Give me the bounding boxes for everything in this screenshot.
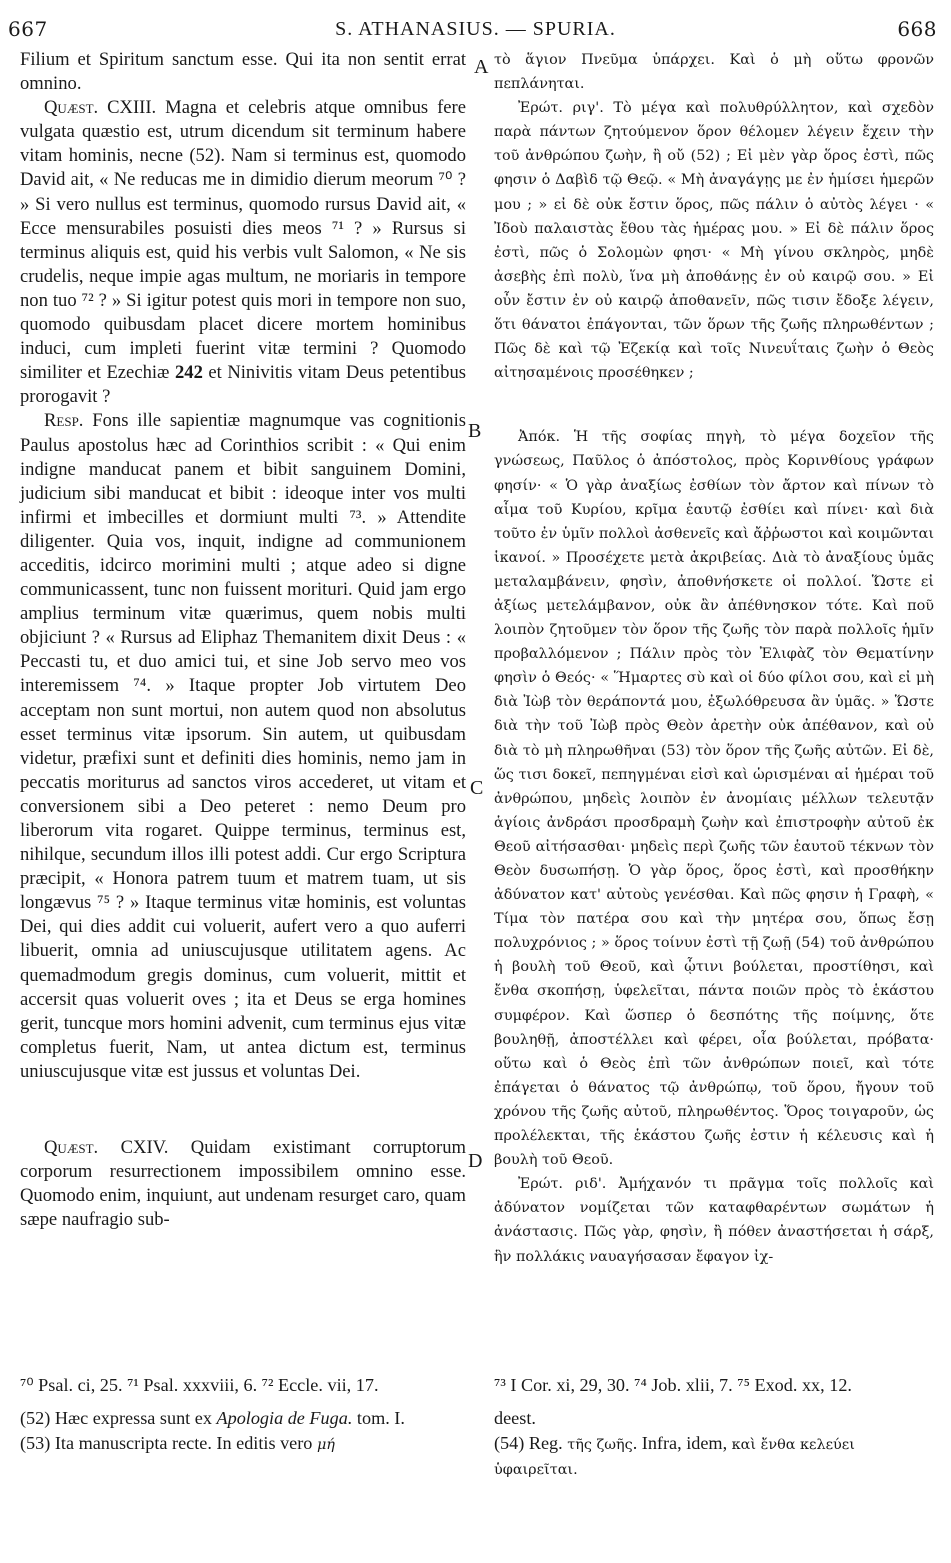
page-number-right: 668	[897, 17, 937, 41]
greek-question-114: Ἐρώτ. ριδ'. Ἀμήχανόν τι πρᾶγμα τοῖς πολλοῖς καὶ ἀδύνατον νομίζεται τῶν καταφθαρέντων σωμάτων ἡ ἀνάστασις. Πῶς γὰρ, φησὶν, ἢ πόθεν ἀναστήσεται ἡ σάρξ, ἣν πολλάκις ναυαγήσασαν ἔφαγον ἰχ-	[494, 1176, 934, 1265]
footnote-53-greek: μή	[316, 1437, 335, 1453]
greek-response: Ἀπόκ. Ἡ τῆς σοφίας πηγὴ, τὸ μέγα δοχεῖον τῆς γνώσεως, Παῦλος ὁ ἀπόστολος, πρὸς Κορινθίους γράφων φησίν· « Ὁ γὰρ ἀναξίως ἐσθίων τὸν ἄρτον καὶ πίνων τὸ αἷμα τοῦ Κυρίου, κρῖμα ἑαυτῷ ἐσθίει καὶ πίνει· καὶ διὰ τοῦτο ἐν ὑμῖν πολλοὶ ἀσθενεῖς καὶ ἄῤῥωστοι καὶ κοιμῶνται ἱκανοί. » Προσέχετε μετὰ ἀκριβείας. Διὰ τὸ ἀναξίους ὑμᾶς μεταλαμβάνειν, φησὶν, ἀποθνήσκετε οἱ πολλοί. Ὥστε εἰ ἀξίως μετελάμβανον, οὐκ ἂν ἀπέθνησκον τότε. Καὶ ποῦ λοιπὸν ζητοῦμεν τὸν ὅρον τῆς ζωῆς τὸν παρὰ πολλοῖς ἡμῖν προβαλλόμενον ; Πάλιν πρὸς τὸν Ἐλιφὰζ τὸν Θεματίνην φησὶν ὁ Θεός· « Ἥμαρτες σὺ καὶ οἱ δύο φίλοι σου, καὶ εἰ μὴ διὰ Ἰὼβ τὸν θεράποντά μου, ἐξωλόθρευσα ἂν ὑμᾶς. » Ὥστε διὰ τὴν τοῦ Ἰὼβ πρὸς Θεὸν ἀρετὴν οὐκ ἀπέθανον, καὶ οὐ διὰ τὸ μὴ πληρωθῆναι (53) τὸν ὅρον τῆς ζωῆς αὐτῶν. Εἰ δὲ, ὥς τισι δοκεῖ, πεπηγμέναι εἰσὶ καὶ ὡρισμέναι αἱ ἡμέραι τοῦ ἀνθρώπου, μηδεὶς λοιπὸν ἐν ἀνομίαις μέλλων τελευτᾷν ἁγίοις ἀνδράσι προσδραμὴ ζωὴν καὶ ἐπιστροφὴν αὐτοῦ ἐκ Θεοῦ αἰτήσασθαι· μηδεὶς περὶ ζωῆς τῶν ἑαυτοῦ τέκνων τὸν Θεὸν δυσωπήσῃ. Ὁ γὰρ ὅρος, ὅρος ἐστὶ, καὶ προσθήκην ἀδύνατον κατ' αὐτοὺς γενέσθαι. Καὶ πῶς φησιν ἡ Γραφὴ, « Τίμα τὸν πατέρα σου καὶ τὴν μητέρα σου, ὅπως ἔσῃ πολυχρόνιος ; » ὅρος τοίνυν ἐστὶ τῇ ζωῇ (54) τοῦ ἀνθρώπου ἡ βουλὴ τοῦ Θεοῦ, καὶ ᾧτινι βούλεται, προστίθησι, καὶ ἔνθα σκοπήσῃ, ὑφελεῖται, πάντα ποιῶν πρὸς τὸ ἑκάστου συμφέρον. Καὶ ὥσπερ ὁ δεσπότης τῆς ποίμνης, ὅτε βουληθῇ, ἀποστέλλει καὶ φέρει, οἷα βούλεται, πρόβατα· οὕτω καὶ ὁ Θεὸς ἐπὶ τῶν ἀνθρώπων ποιεῖ, καὶ τότε ἐπάγεται ὁ θάνατος τῷ ἀνθρώπῳ, τοῦ ὅρου, ἤγουν τοῦ χρόνου τῆς ζωῆς αὐτοῦ, πληρωθέντος. Ὅρος τοιγαροῦν, ὡς προλέλεκται, τῆς ἑκάστου ζωῆς ἐστιν ἡ κέλευσις καὶ ἡ βουλὴ τοῦ Θεοῦ.	[494, 429, 934, 1169]
latin-column	[20, 48, 466, 1232]
footnote-52-tail: tom. I.	[352, 1408, 405, 1428]
footnote-54-greek: τῆς ζωῆς	[567, 1437, 633, 1453]
greek-paragraph-intro: τὸ ἅγιον Πνεῦμα ὑπάρχει. Καὶ ὁ μὴ οὕτω φρονῶν πεπλάνηται.	[494, 52, 934, 93]
quaest-label: Quæst.	[44, 97, 99, 119]
latin-paragraph-intro: Filium et Spiritum sanctum esse. Qui ita non sentit errat omnino.	[20, 49, 466, 95]
footnote-54-text: (54) Reg.	[494, 1433, 568, 1453]
footnote-53-text: (53) Ita manuscripta recte. In editis vero	[20, 1433, 317, 1453]
scripture-refs-right: ⁷³ I Cor. xi, 29, 30. ⁷⁴ Job. xlii, 7. ⁷⁵ Exod. xx, 12.	[494, 1375, 852, 1395]
latin-question-113-text: CXIII. Magna et celebris atque omnibus fere vulgata quæstio est, utrum dicendum sit terminum habere vitam hominis, necne (52). Nam si terminus est, quomodo David ait, « Ne reducas me in dimidio dierum meorum ⁷⁰ ? » Si vero nullus est terminus, quomodo rursus David ait, « Ecce mensurabiles posuisti dies meos ⁷¹ ? » Rursus si terminus aliquis est, quid his verbis vult Salomon, « Ne sis crudelis, neque impie agas multum, ne moriaris in tempore non tuo ⁷² ? » Si igitur potest quis mori in tempore non suo, quomodo quibusdam placet dicere mortem hominibus induci, cum impleti fuerint vitæ termini ? Quomodo similiter et Ezechiæ	[20, 97, 466, 384]
greek-question-113: Ἐρώτ. ριγ'. Τὸ μέγα καὶ πολυθρύλλητον, καὶ σχεδὸν παρὰ πάντων ζητούμενον ὅρον θέλομεν λέγειν ἔχειν τὴν τοῦ ἀνθρώπου ζωὴν, ἢ οὔ (52) ; Εἰ μὲν γὰρ ὅρος ἐστὶ, πῶς φησιν ὁ Δαβὶδ τῷ Θεῷ. « Μὴ ἀναγάγῃς με ἐν ἡμίσει ἡμερῶν μου ; » εἰ δὲ οὐκ ἔστιν ὅρος, πῶς πάλιν ὁ αὐτὸς λέγει · « Ἰδοὺ παλαιστὰς ἔθου τὰς ἡμέρας μου. » Εἰ δὲ πάλιν ὅρος ἐστὶ, πῶς ὁ Σολομὼν φησι· « Μὴ γίνου σκληρὸς, μηδὲ ἀσεβὴς ἐπὶ πολὺ, ἵνα μὴ ἀποθάνῃς ἐν οὐ καιρῷ σου. » Εἰ οὖν ἔστιν ἐν οὐ καιρῷ ἀποθανεῖν, πῶς τισιν ἔδοξε λέγειν, ὅτι θάνατοι ἐπάγονται, τῶν ὅρων τῆς ζωῆς πληρωθέντων ; Πῶς δὲ καὶ τῷ Ἐζεκίᾳ καὶ τοῖς Νινευΐταις ζωὴν ὁ Θεὸς αἰτησαμένοις προσέθηκεν ;	[494, 100, 934, 382]
footnotes-right	[494, 1374, 934, 1484]
footnote-52-text: (52) Hæc expressa sunt ex	[20, 1408, 217, 1428]
greek-column	[494, 48, 934, 1269]
footnote-54	[494, 1432, 934, 1482]
margin-letter-b: B	[468, 420, 482, 442]
resp-label: Resp.	[44, 410, 84, 432]
footnote-52-title: Apologia de Fuga.	[216, 1408, 353, 1428]
running-title: S. ATHANASIUS. — SPURIA.	[335, 18, 616, 40]
footnote-53-continued: deest.	[494, 1408, 536, 1428]
footnote-54-greek-tail: καὶ ἔνθα κελεύει ὑφαιρεῖται.	[494, 1437, 855, 1478]
footnotes-left	[20, 1374, 466, 1459]
margin-letter-c: C	[470, 777, 484, 799]
latin-question-113-tail: et Ninivitis vitam Deus petentibus prorogavit ?	[20, 362, 466, 408]
footnote-52	[20, 1407, 466, 1430]
page-number-left: 667	[8, 17, 48, 41]
latin-question-113	[20, 96, 466, 409]
footnote-54-mid: . Infra, idem,	[632, 1433, 732, 1453]
margin-letter-d: D	[468, 1150, 483, 1172]
scripture-refs-left: ⁷⁰ Psal. ci, 25. ⁷¹ Psal. xxxviii, 6. ⁷² Eccle. vii, 17.	[20, 1375, 379, 1395]
margin-letter-a: A	[474, 56, 489, 78]
footnote-53	[20, 1432, 466, 1457]
latin-question-114-text: CXIV. Quidam existimant corruptorum corporum resurrectionem impossibilem omnino esse. Quomodo enim, inquiunt, aut undenam resurget caro, quam sæpe naufragio sub-	[20, 1137, 466, 1231]
column-number: 242	[174, 362, 203, 384]
latin-question-114	[20, 1136, 466, 1232]
latin-response	[20, 409, 466, 1084]
latin-response-text: Fons ille sapientiæ magnumque vas cognitionis Paulus apostolus hæc ad Corinthios scribit : « Qui enim indigne manducat panem et bibit sanguinem Domini, judicium sibi manducat et bibit : ideoque inter vos multi infirmi et imbecilles et dormiunt multi ⁷³. » Attendite diligenter. Quia vos, inquit, indigne ad communionem acceditis, idcirco morimini multi ; atque adeo si digne communicassent, tunc non fuissent morituri. Quid jam ergo amplius terminum vitæ quærimus, quem nobis multi objiciunt ? « Rursus ad Eliphaz Themanitem dixit Deus : « Peccasti tu, et duo amici tui, et sine Job servo meo vos interemissem ⁷⁴. » Itaque propter Job virtutem Deo acceptam non sunt mortui, non autem quod non absolutus esset terminus vitæ ipsorum. Sin autem, ut quibusdam videtur, præfixi sunt et definiti dies hominis, nemo jam in peccatis moriturus ad sanctos viros accederet, ut vitam et conversionem sibi a Deo peteret : nemo Deum pro liberorum vita rogaret. Quippe terminus, terminus est, nihilque, secundum illos illi potest addi. Cur ergo Scriptura præcipit, « Honora patrem tuum et matrem tuam, ut sis longævus ⁷⁵ ? » Itaque terminus vitæ hominis, est voluntas Dei, qui dies addit cui voluerit, aufert vero a quo auferri libuerit, omnia ad uniuscujusque utilitatem agens. Ac quemadmodum gregis dominus, cum voluerit, mittit et accersit quas voluerit oves ; ita et Deus se erga homines gerit, tuncque mors homini advenit, cum terminus ejus vitæ completus fuerit, Nam, ut antea dictum est, terminus uniuscujusque vitæ est jussus et voluntas Dei.	[20, 410, 466, 1082]
quaest-label-114: Quæst.	[44, 1137, 99, 1159]
